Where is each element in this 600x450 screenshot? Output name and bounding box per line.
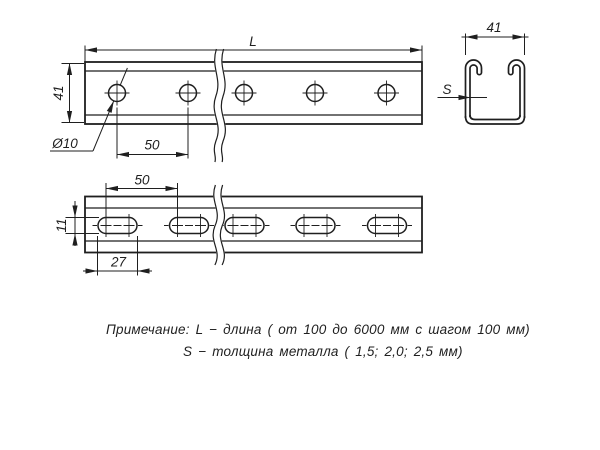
section-bottom-inner <box>470 115 520 120</box>
label-overall-length: L <box>249 34 257 49</box>
hole-centerlines <box>105 81 400 106</box>
section-right-wall-and-lip <box>509 60 525 118</box>
label-slot-height: 11 <box>54 218 69 233</box>
label-section-width: 41 <box>486 20 502 35</box>
top-view-break <box>214 49 225 162</box>
side-view <box>85 197 422 253</box>
side-view-fold-lines <box>85 208 422 241</box>
note-line-1: Примечание: L − длина ( от 100 до 6000 мм с шагом 100 мм) <box>106 322 530 337</box>
label-profile-height: 41 <box>51 85 66 101</box>
dim-50-mid-extensions <box>106 183 178 228</box>
note-line-2: S − толщина металла ( 1,5; 2,0; 2,5 мм) <box>183 344 463 359</box>
dimension-labels <box>51 20 502 270</box>
label-slot-spacing: 50 <box>134 172 150 188</box>
leader-dia10-arrow <box>93 101 114 151</box>
label-metal-thickness: S <box>442 82 452 97</box>
top-view <box>85 62 422 124</box>
section-left-wall-and-lip <box>466 60 482 118</box>
label-hole-spacing: 50 <box>144 137 160 153</box>
cross-section <box>466 60 525 124</box>
side-view-outline <box>85 197 422 253</box>
label-hole-diameter: Ø10 <box>52 136 78 151</box>
label-slot-length: 27 <box>110 254 127 270</box>
dimensions <box>50 34 529 276</box>
